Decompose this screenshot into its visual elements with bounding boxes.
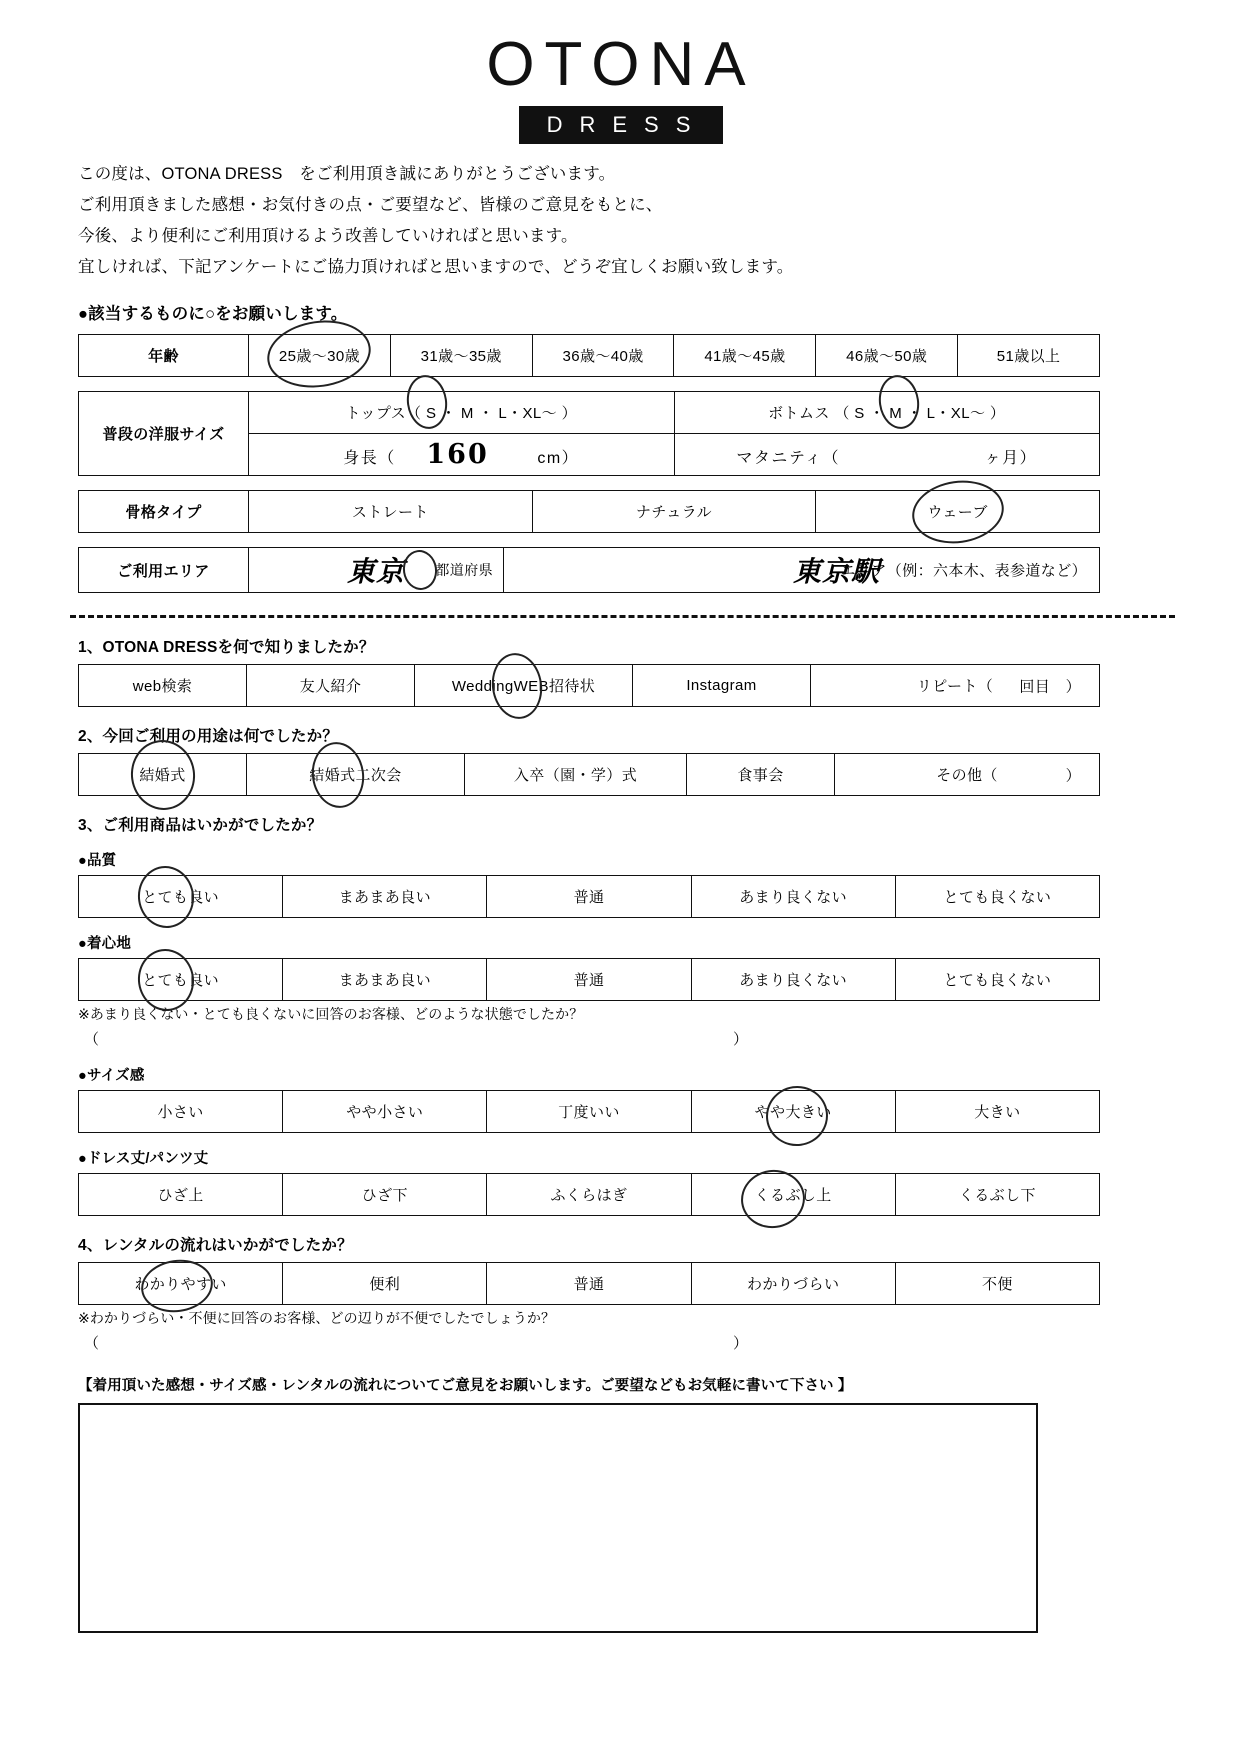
length-option-calf[interactable] xyxy=(487,1174,691,1216)
brand-logo xyxy=(0,0,1242,144)
prefecture-input-cell[interactable] xyxy=(249,548,504,593)
q2-option-dining[interactable] xyxy=(687,754,835,796)
comment-textarea[interactable] xyxy=(78,1403,1038,1633)
q3-title: 3、ご利用商品はいかがでしたか？ xyxy=(78,817,323,835)
height-label-left: 身長（ xyxy=(343,450,396,468)
q4-option-label: 便利 xyxy=(369,1276,401,1294)
length-option-label: くるぶし下 xyxy=(958,1187,1036,1205)
fit-option-small[interactable] xyxy=(79,1091,283,1133)
q4-option-inconvenient[interactable] xyxy=(895,1263,1099,1305)
bone-option-label: ナチュラル xyxy=(635,504,713,522)
length-option-label: ひざ上 xyxy=(157,1187,204,1205)
maternity-label-left: マタニティ（ xyxy=(736,450,841,468)
q3-fit-label: ●サイズ感 xyxy=(78,1068,145,1085)
comfort-option-label: とても良くない xyxy=(943,972,1052,990)
q1-repeat-label-left: リピート（ xyxy=(916,678,994,696)
q4-option-label: わかりづらい xyxy=(746,1276,840,1294)
handwritten-circle-mark xyxy=(400,548,439,592)
paren-open: （ xyxy=(84,1031,100,1049)
fit-option-label: やや大きい xyxy=(754,1104,832,1122)
q1-option-label: web検索 xyxy=(132,678,193,696)
q1-table xyxy=(78,664,1100,707)
length-option-above-ankle[interactable] xyxy=(691,1174,895,1216)
quality-option-very-good[interactable] xyxy=(79,876,283,918)
bone-option-natural[interactable] xyxy=(532,491,816,533)
station-value: 東京駅 xyxy=(792,555,880,589)
table-row xyxy=(79,1174,1100,1216)
intro-line-3: 今後、より便利にご利用頂けるよう改善していければと思います。 xyxy=(78,227,578,246)
age-option-label: 25歳～30歳 xyxy=(278,348,360,366)
height-label-right: cm） xyxy=(537,450,580,468)
dashed-divider xyxy=(70,615,1175,618)
comfort-option-label: あまり良くない xyxy=(739,972,848,990)
quality-option-fairly-good[interactable] xyxy=(283,876,487,918)
paren-open: （ xyxy=(84,1335,100,1353)
q2-option-label: 食事会 xyxy=(737,767,784,785)
q1-option-friend[interactable] xyxy=(247,665,415,707)
area-label: ご利用エリア xyxy=(79,548,249,593)
q3-comfort-label: ●着心地 xyxy=(78,936,132,953)
q2-title: 2、今回ご利用の用途は何でしたか？ xyxy=(78,728,339,746)
q4-option-label: 不便 xyxy=(981,1276,1013,1294)
clothing-size-label: 普段の洋服サイズ xyxy=(79,392,249,476)
brand-name: OTONA xyxy=(486,30,756,99)
q1-option-label: WeddingWEB招待状 xyxy=(451,678,596,696)
tops-size-label: トップス（ S ・ M ・ L・XL～ ） xyxy=(345,405,578,423)
q2-option-label: 入卒（園・学）式 xyxy=(513,767,638,785)
q4-table xyxy=(78,1262,1100,1305)
q3-comfort-table xyxy=(78,958,1100,1001)
table-row xyxy=(79,1091,1100,1133)
bone-option-straight[interactable] xyxy=(249,491,533,533)
q2-option-wedding[interactable] xyxy=(79,754,247,796)
table-row xyxy=(79,754,1100,796)
table-row xyxy=(79,1263,1100,1305)
bottoms-size-cell[interactable] xyxy=(674,392,1100,434)
quality-option-label: まあまあ良い xyxy=(338,889,431,907)
bone-type-label: 骨格タイプ xyxy=(79,491,249,533)
brand-subtitle: DRESS xyxy=(519,106,724,144)
length-option-label: ひざ下 xyxy=(361,1187,408,1205)
station-area-cell[interactable] xyxy=(504,548,1100,593)
table-row xyxy=(79,959,1100,1001)
q4-answer-row[interactable] xyxy=(78,1332,1100,1354)
tops-size-cell[interactable] xyxy=(249,392,675,434)
q3-quality-table xyxy=(78,875,1100,918)
bone-option-wave[interactable] xyxy=(816,491,1100,533)
age-option-31-35[interactable] xyxy=(390,335,532,377)
height-cell[interactable] xyxy=(249,434,675,476)
fit-option-slightly-large[interactable] xyxy=(691,1091,895,1133)
table-row xyxy=(79,491,1100,533)
q2-other-label-right: ） xyxy=(1065,767,1081,785)
q2-option-ceremony[interactable] xyxy=(465,754,687,796)
maternity-label-right: ヶ月） xyxy=(984,450,1038,468)
table-row xyxy=(79,548,1100,593)
q4-option-hard[interactable] xyxy=(691,1263,895,1305)
fit-option-label: やや小さい xyxy=(346,1104,424,1122)
comfort-option-normal[interactable] xyxy=(487,959,691,1001)
q1-title: 1、OTONA DRESSを何で知りましたか？ xyxy=(78,639,375,657)
q4-option-label: わかりやすい xyxy=(134,1276,227,1294)
intro-paragraph xyxy=(78,164,1098,278)
q2-other-label-left: その他（ xyxy=(936,767,998,785)
q2-option-other[interactable] xyxy=(835,754,1100,796)
quality-option-very-bad[interactable] xyxy=(895,876,1099,918)
age-option-41-45[interactable] xyxy=(674,335,816,377)
quality-option-label: とても良くない xyxy=(943,889,1052,907)
area-table xyxy=(78,547,1100,593)
bone-option-label: ウェーブ xyxy=(927,504,988,522)
comfort-option-very-bad[interactable] xyxy=(895,959,1099,1001)
q1-option-web-search[interactable] xyxy=(79,665,247,707)
age-option-label: 36歳～40歳 xyxy=(562,348,644,366)
age-option-36-40[interactable] xyxy=(532,335,674,377)
table-row xyxy=(79,665,1100,707)
q3-comfort-note: ※あまり良くない・とても良くないに回答のお客様、どのような状態でしたか？ xyxy=(78,1006,584,1023)
fit-option-label: 大きい xyxy=(974,1104,1021,1122)
q4-option-label: 普通 xyxy=(573,1276,605,1294)
intro-line-2: ご利用頂きました感想・お気付きの点・ご要望など、皆様のご意見をもとに、 xyxy=(78,196,663,215)
age-option-51-plus[interactable] xyxy=(958,335,1100,377)
maternity-cell[interactable] xyxy=(674,434,1100,476)
age-option-label: 31歳～35歳 xyxy=(420,348,502,366)
age-option-label: 51歳以上 xyxy=(996,348,1061,366)
comfort-option-fairly-good[interactable] xyxy=(283,959,487,1001)
fit-option-label: 小さい xyxy=(157,1104,204,1122)
q3-fit-table xyxy=(78,1090,1100,1133)
comfort-option-not-very-good[interactable] xyxy=(691,959,895,1001)
q4-title: 4、レンタルの流れはいかがでしたか？ xyxy=(78,1237,353,1255)
q1-option-repeat[interactable] xyxy=(811,665,1100,707)
q2-option-label: 結婚式 xyxy=(139,767,186,785)
q3-comfort-answer-row[interactable] xyxy=(78,1028,1100,1050)
comfort-option-label: 普通 xyxy=(573,972,605,990)
q1-repeat-label-right: 回目 ） xyxy=(1019,678,1081,696)
paren-close: ） xyxy=(733,1031,749,1049)
bone-option-label: ストレート xyxy=(351,504,429,522)
length-option-label: くるぶし上 xyxy=(754,1187,832,1205)
q4-option-easy[interactable] xyxy=(79,1263,283,1305)
q3-quality-label: ●品質 xyxy=(78,853,117,870)
quality-option-normal[interactable] xyxy=(487,876,691,918)
bottoms-size-label: ボトムス （ S ・ M ・ L・XL～ ） xyxy=(768,405,1006,423)
age-table xyxy=(78,334,1100,377)
length-option-above-knee[interactable] xyxy=(79,1174,283,1216)
q3-length-table xyxy=(78,1173,1100,1216)
q1-option-wedding-web[interactable] xyxy=(415,665,633,707)
quality-option-label: 普通 xyxy=(573,889,605,907)
age-option-25-30[interactable] xyxy=(249,335,391,377)
height-value: 160 xyxy=(426,439,489,471)
q2-option-after-party[interactable] xyxy=(247,754,465,796)
intro-line-1: この度は、OTONA DRESS をご利用頂き誠にありがとうございます。 xyxy=(78,165,616,183)
table-row xyxy=(79,392,1100,434)
instruction-text: ●該当するものに○をお願いします。 xyxy=(78,305,348,324)
q1-option-label: 友人紹介 xyxy=(299,678,362,696)
clothing-size-table xyxy=(78,391,1100,476)
q4-option-convenient[interactable] xyxy=(283,1263,487,1305)
quality-option-not-very-good[interactable] xyxy=(691,876,895,918)
q3-length-label: ●ドレス丈/パンツ丈 xyxy=(78,1151,209,1168)
comfort-option-label: まあまあ良い xyxy=(338,972,431,990)
prefecture-value: 東京 xyxy=(346,555,405,589)
bone-type-table xyxy=(78,490,1100,533)
age-label: 年齢 xyxy=(79,335,249,377)
q4-note: ※わかりづらい・不便に回答のお客様、どの辺りが不便でしたでしょうか？ xyxy=(78,1310,556,1327)
prefecture-suffix: 都道府県 xyxy=(435,562,493,579)
q2-option-label: 結婚式二次会 xyxy=(309,767,402,785)
paren-close: ） xyxy=(733,1335,749,1353)
age-option-label: 41歳～45歳 xyxy=(704,348,786,366)
fit-option-label: 丁度いい xyxy=(558,1104,620,1122)
table-row xyxy=(79,335,1100,377)
age-option-46-50[interactable] xyxy=(816,335,958,377)
age-option-label: 46歳～50歳 xyxy=(846,348,928,366)
comfort-option-very-good[interactable] xyxy=(79,959,283,1001)
comfort-option-label: とても良い xyxy=(142,972,220,990)
q1-option-instagram[interactable] xyxy=(633,665,811,707)
length-option-below-ankle[interactable] xyxy=(895,1174,1099,1216)
table-row xyxy=(79,876,1100,918)
length-option-below-knee[interactable] xyxy=(283,1174,487,1216)
fit-option-just-right[interactable] xyxy=(487,1091,691,1133)
q2-table xyxy=(78,753,1100,796)
q4-option-normal[interactable] xyxy=(487,1263,691,1305)
intro-line-4: 宜しければ、下記アンケートにご協力頂ければと思いますので、どうぞ宜しくお願い致します。 xyxy=(78,258,794,277)
quality-option-label: とても良い xyxy=(142,889,220,907)
quality-option-label: あまり良くない xyxy=(739,889,848,907)
fit-option-large[interactable] xyxy=(895,1091,1099,1133)
length-option-label: ふくらはぎ xyxy=(550,1187,628,1205)
fit-option-slightly-small[interactable] xyxy=(283,1091,487,1133)
area-hint: エリア（例：六本木、表参道など） xyxy=(840,562,1087,580)
comment-title: 【着用頂いた感想・サイズ感・レンタルの流れについてご意見をお願いします。ご要望などもお気軽に書いて下さい 】 xyxy=(78,1378,853,1395)
q1-option-label: Instagram xyxy=(686,677,757,695)
